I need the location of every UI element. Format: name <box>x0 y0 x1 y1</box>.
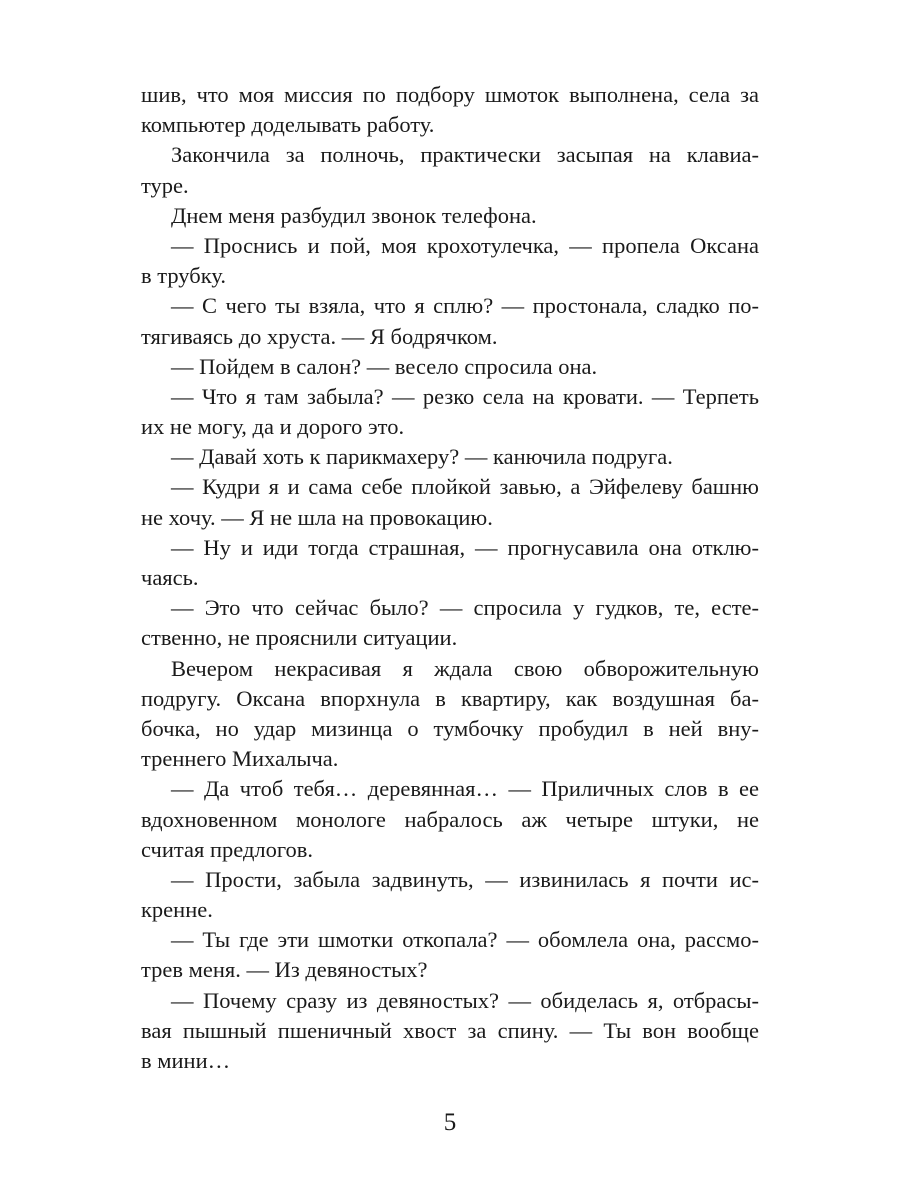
text-line: — С чего ты взяла, что я сплю? — простонала, сладко по- <box>171 293 759 319</box>
text-line: тягиваясь до хруста. — Я бодрячком. <box>141 323 498 349</box>
text-line: туре. <box>141 172 189 198</box>
text-line: их не могу, да и дорого это. <box>141 414 405 440</box>
text-line: — Почему сразу из девяностых? — обиделась я, отбрасы- <box>171 987 759 1013</box>
text-line: кренне. <box>141 897 213 923</box>
text-line: Днем меня разбудил звонок телефона. <box>171 202 537 228</box>
text-line: бочка, но удар мизинца о тумбочку пробудил в ней вну- <box>141 715 759 741</box>
text-line: — Ты где эти шмотки откопала? — обомлела она, рассмо- <box>171 927 759 953</box>
text-line: — Кудри я и сама себе плойкой завью, а Эйфелеву башню <box>171 474 759 500</box>
text-line: — Проснись и пой, моя крохотулечка, — пропела Оксана <box>171 232 759 258</box>
text-line: — Это что сейчас было? — спросила у гудков, те, есте- <box>171 595 759 621</box>
text-line: считая предлогов. <box>141 836 314 862</box>
text-line: Вечером некрасивая я ждала свою обворожительную <box>171 655 759 681</box>
text-line: в мини… <box>141 1048 231 1073</box>
text-line: ственно, не прояснили ситуации. <box>141 625 458 651</box>
text-line: подругу. Оксана впорхнула в квартиру, как воздушная ба- <box>141 685 759 711</box>
text-line: в трубку. <box>141 263 226 289</box>
text-line: шив, что моя миссия по подбору шмоток выполнена, села за <box>141 82 759 107</box>
text-line: компьютер доделывать работу. <box>141 112 435 138</box>
text-line: вдохновенном монологе набралось аж четыре штуки, не <box>141 806 759 832</box>
text-line: не хочу. — Я не шла на провокацию. <box>141 504 493 530</box>
text-line: — Давай хоть к парикмахеру? — канючила подруга. <box>171 444 673 470</box>
text-line: — Прости, забыла задвинуть, — извинилась я почти ис- <box>171 866 759 892</box>
text-line: — Ну и иди тогда страшная, — прогнусавила она отклю- <box>171 534 759 560</box>
text-line: — Пойдем в салон? — весело спросила она. <box>171 353 598 379</box>
page-number: 5 <box>443 1109 457 1136</box>
text-line: — Что я там забыла? — резко села на кровати. — Терпеть <box>171 383 759 409</box>
text-line: треннего Михалыча. <box>141 746 339 772</box>
text-line: чаясь. <box>141 565 199 590</box>
text-line: вая пышный пшеничный хвост за спину. — Ты вон вообще <box>141 1017 759 1043</box>
text-line: Закончила за полночь, практически засыпая на клавиа- <box>171 142 759 168</box>
text-line: трев меня. — Из девяностых? <box>141 957 428 983</box>
body-text <box>141 80 759 1076</box>
text-line: — Да чтоб тебя… деревянная… — Приличных слов в ее <box>171 776 759 802</box>
